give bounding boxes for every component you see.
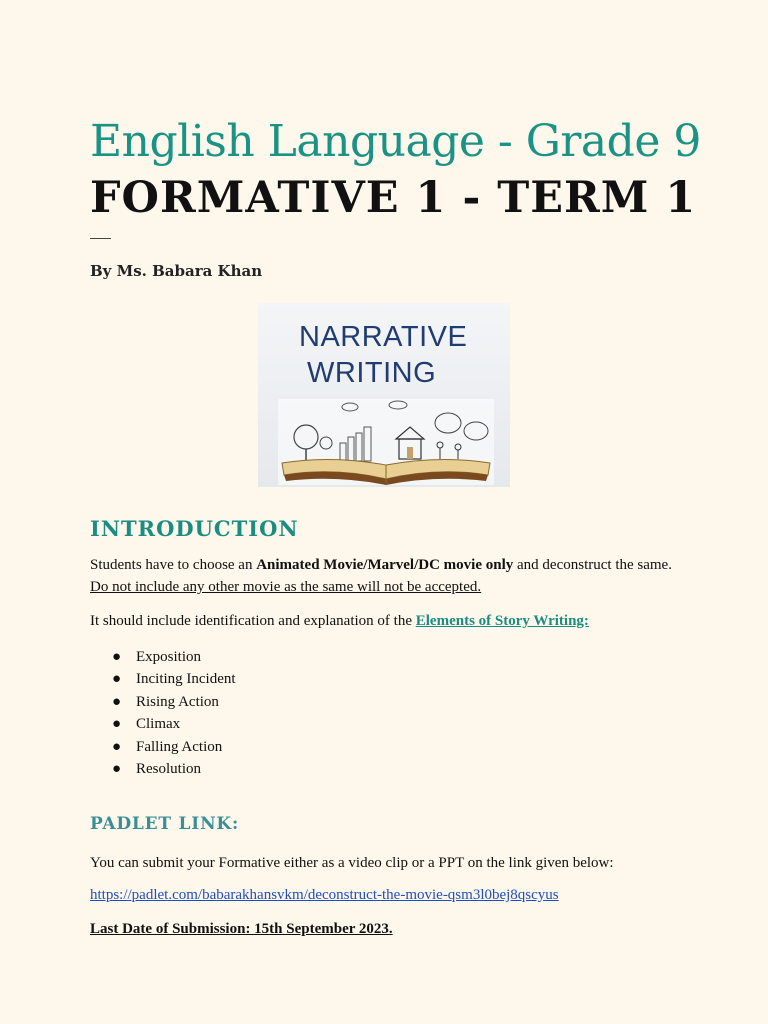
story-elements-list [112, 646, 236, 780]
page-subtitle: FORMATIVE 1 - TERM 1 [90, 173, 697, 223]
bullet-icon: ● [112, 649, 122, 665]
intro-warning-text: Do not include any other movie as the same will not be accepted. [90, 579, 482, 595]
list-item-label: Falling Action [136, 738, 223, 755]
padlet-instructions: You can submit your Formative either as a video clip or a PPT on the link given below: [90, 855, 614, 871]
open-book-illustration-icon [278, 399, 494, 485]
list-item-label: Inciting Incident [136, 671, 236, 688]
bullet-icon: ● [112, 671, 122, 688]
hero-title-line2: WRITING [307, 357, 437, 389]
author-byline: By Ms. Babara Khan [90, 262, 263, 280]
list-item [112, 668, 236, 690]
list-item-label: Climax [136, 716, 181, 733]
page-title: English Language - Grade 9 [90, 116, 701, 167]
list-item [112, 758, 236, 780]
introduction-heading: INTRODUCTION [90, 516, 299, 541]
intro-text: Students have to choose an [90, 557, 257, 573]
list-item-label: Rising Action [136, 693, 219, 710]
intro-bold-text: Animated Movie/Marvel/DC movie only [256, 557, 514, 573]
submission-deadline: Last Date of Submission: 15th September 2023. [90, 921, 393, 937]
bullet-icon: ● [112, 761, 122, 778]
introduction-paragraph-2 [90, 610, 680, 632]
list-item-label: Exposition [136, 649, 202, 665]
list-item-label: Resolution [136, 761, 202, 778]
padlet-heading: PADLET LINK: [90, 814, 240, 834]
bullet-icon: ● [112, 693, 122, 710]
title-divider [90, 238, 111, 239]
intro-text-2: It should include identification and explanation of the [90, 613, 416, 629]
narrative-writing-image [258, 303, 510, 487]
introduction-paragraph-1 [90, 554, 680, 598]
padlet-url-link[interactable]: https://padlet.com/babarakhansvkm/deconstruct-the-movie-qsm3l0bej8qscyus [90, 887, 559, 903]
hero-title-line1: NARRATIVE [299, 321, 468, 353]
bullet-icon: ● [112, 738, 122, 755]
list-item [112, 646, 236, 668]
list-item [112, 736, 236, 758]
list-item [112, 691, 236, 713]
elements-of-story-writing-link[interactable]: Elements of Story Writing: [415, 613, 589, 629]
intro-text-cont: and deconstruct the same. [513, 557, 672, 573]
bullet-icon: ● [112, 716, 122, 733]
list-item [112, 713, 236, 735]
